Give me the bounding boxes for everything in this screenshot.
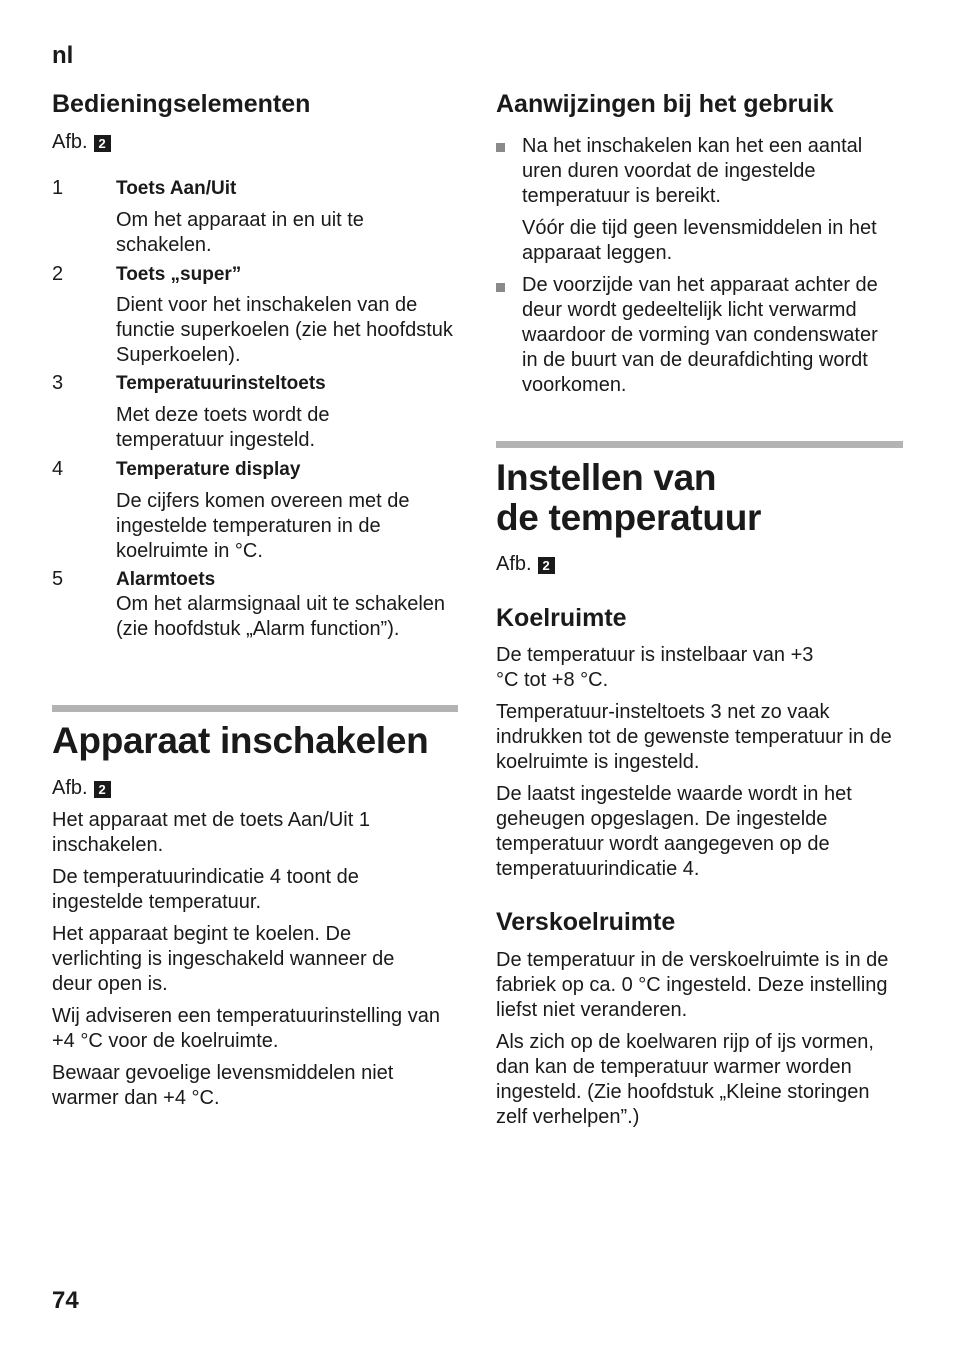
paragraph: Bewaar gevoelige levensmiddelen niet warmer dan +4 °C. (52, 1062, 394, 1109)
item-title: Toets Aan/Uit (116, 178, 237, 199)
figure-reference (496, 552, 555, 577)
figure-reference (52, 130, 111, 155)
item-number: 1 (52, 177, 64, 199)
switch-on-heading: Apparaat inschakelen (52, 720, 429, 761)
bullet-marker (496, 143, 505, 152)
paragraph: De temperatuur in de verskoelruimte is in de fabriek op ca. 0 °C ingesteld. Deze instelling liefst niet veranderen. (496, 949, 889, 1021)
bullet-marker (496, 283, 505, 292)
paragraph: Het apparaat begint te koelen. De verlichting is ingeschakeld wanneer de deur open is. (52, 923, 395, 995)
heading-line: de temperatuur (496, 497, 762, 538)
fridge-heading: Koelruimte (496, 604, 627, 632)
item-number: 3 (52, 372, 64, 394)
page-number: 74 (52, 1287, 79, 1314)
usage-tips-heading: Aanwijzingen bij het gebruik (496, 90, 834, 118)
item-title: Alarmtoets (116, 569, 216, 590)
item-description: Om het apparaat in en uit te schakelen. (116, 209, 364, 256)
item-title: Temperature display (116, 459, 301, 480)
figure-number-badge: 2 (94, 135, 111, 152)
figure-reference (52, 776, 111, 801)
paragraph: De temperatuurindicatie 4 toont de ingestelde temperatuur. (52, 866, 359, 913)
figure-reference-label: Afb. (52, 777, 88, 799)
figure-number-badge: 2 (94, 781, 111, 798)
bullet-text: Na het inschakelen kan het een aantal uren duren voordat de ingestelde temperatuur is bereikt. (522, 135, 863, 207)
bullet-extra-text: Vóór die tijd geen levensmiddelen in het apparaat leggen. (522, 217, 877, 264)
item-description: Met deze toets wordt de temperatuur ingesteld. (116, 404, 330, 451)
controls-heading: Bedieningselementen (52, 90, 311, 118)
paragraph: Het apparaat met de toets Aan/Uit 1 inschakelen. (52, 809, 370, 856)
item-description: Dient voor het inschakelen van de functie superkoelen (zie het hoofdstuk Superkoelen). (116, 294, 453, 366)
language-label: nl (52, 42, 74, 69)
item-title: Toets „super” (116, 264, 242, 285)
item-number: 5 (52, 568, 64, 590)
paragraph: Als zich op de koelwaren rijp of ijs vormen, dan kan de temperatuur warmer worden ingesteld. (Zie hoofdstuk „Kleine storingen zelf verhelpen”.) (496, 1031, 874, 1128)
figure-reference-label: Afb. (496, 553, 532, 575)
section-divider (52, 705, 458, 712)
section-divider (496, 441, 903, 448)
item-description: De cijfers komen overeen met de ingestelde temperaturen in de koelruimte in °C. (116, 490, 410, 562)
item-description: Om het alarmsignaal uit te schakelen (zie hoofdstuk „Alarm function”). (116, 593, 446, 640)
paragraph: Temperatuur-insteltoets 3 net zo vaak indrukken tot de gewenste temperatuur in de koelruimte is ingesteld. (496, 701, 892, 773)
paragraph: De temperatuur is instelbaar van +3 °C tot +8 °C. (496, 644, 814, 691)
paragraph: De laatst ingestelde waarde wordt in het geheugen opgeslagen. De ingestelde temperatuur wordt aangegeven op de temperatuurindicatie 4. (496, 783, 852, 880)
item-title: Temperatuurinsteltoets (116, 373, 326, 394)
item-number: 2 (52, 263, 64, 285)
bullet-text: De voorzijde van het apparaat achter de deur wordt gedeeltelijk licht verwarmd waardoor de vorming van condenswater in de buurt van de deurafdichting wordt voorkomen. (522, 274, 878, 396)
fresh-zone-heading: Verskoelruimte (496, 908, 676, 936)
item-number: 4 (52, 458, 64, 480)
figure-number-badge: 2 (538, 557, 555, 574)
heading-line: Instellen van (496, 457, 717, 498)
paragraph: Wij adviseren een temperatuurinstelling van +4 °C voor de koelruimte. (52, 1005, 440, 1052)
set-temperature-heading (496, 458, 761, 538)
figure-reference-label: Afb. (52, 131, 88, 153)
